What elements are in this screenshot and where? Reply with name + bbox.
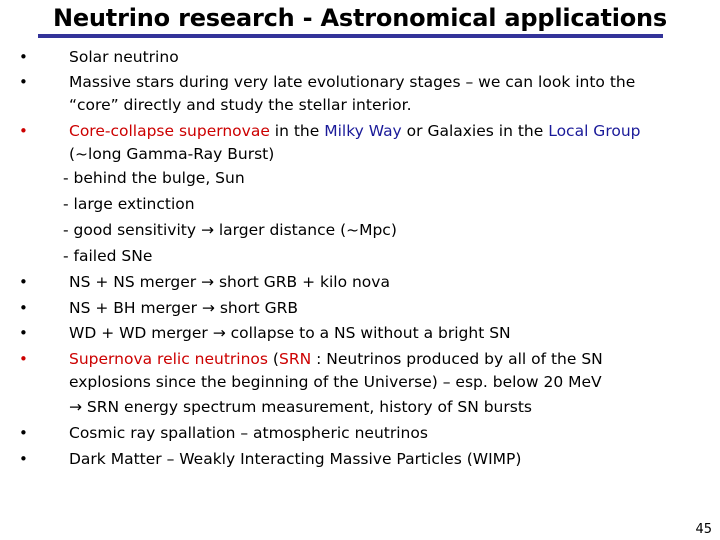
- item-solar-neutrino: Solar neutrino: [69, 48, 179, 66]
- bullet-icon: •: [19, 273, 28, 291]
- srn-highlight: Supernova relic neutrinos: [69, 350, 268, 368]
- bullet-icon: •: [19, 424, 28, 442]
- text-fragment: in the: [269, 122, 325, 140]
- text-fragment: : Neutrinos produced by all of the SN: [311, 350, 603, 368]
- item-srn-line1: [69, 349, 603, 369]
- item-ns-ns-merger: [69, 272, 390, 292]
- bullet-icon: •: [19, 450, 28, 468]
- item-dark-matter: Dark Matter – Weakly Interacting Massive Particles (WIMP): [69, 450, 522, 468]
- bullet-icon: •: [19, 122, 28, 140]
- sub-item-failed-sne: - failed SNe: [63, 247, 153, 265]
- item-wd-wd-merger: [69, 323, 511, 343]
- item-core-collapse-line2: (~long Gamma-Ray Burst): [69, 145, 275, 163]
- text-fragment: NS + NS merger: [69, 273, 202, 291]
- core-collapse-highlight: Core-collapse supernovae: [69, 122, 270, 140]
- sub-item-sensitivity: [63, 220, 397, 240]
- arrow-right-icon: →: [201, 299, 215, 317]
- text-fragment: NS + BH merger: [69, 299, 202, 317]
- milky-way-highlight: Milky Way: [324, 122, 402, 140]
- sub-item-bulge: - behind the bulge, Sun: [63, 169, 245, 187]
- arrow-right-icon: →: [201, 273, 215, 291]
- sub-item-extinction: - large extinction: [63, 195, 195, 213]
- item-cosmic-ray: Cosmic ray spallation – atmospheric neutrinos: [69, 424, 428, 442]
- arrow-right-icon: →: [69, 398, 82, 416]
- bullet-icon: •: [19, 48, 28, 66]
- item-massive-stars-line2: “core” directly and study the stellar interior.: [69, 96, 412, 114]
- text-fragment: SRN energy spectrum measurement, history of SN bursts: [82, 398, 532, 416]
- item-core-collapse-line1: [69, 121, 641, 141]
- text-fragment: larger distance (~Mpc): [213, 221, 397, 239]
- text-fragment: or Galaxies in the: [401, 122, 549, 140]
- item-ns-bh-merger: [69, 298, 298, 318]
- slide-title: Neutrino research - Astronomical applications: [52, 4, 668, 32]
- item-massive-stars-line1: Massive stars during very late evolutionary stages – we can look into the: [69, 73, 636, 91]
- local-group-highlight: Local Group: [548, 122, 641, 140]
- arrow-right-icon: →: [200, 221, 214, 239]
- text-fragment: short GRB: [214, 299, 299, 317]
- text-fragment: - good sensitivity: [63, 221, 201, 239]
- text-fragment: WD + WD merger: [69, 324, 213, 342]
- arrow-right-icon: →: [212, 324, 226, 342]
- bullet-icon: •: [19, 73, 28, 91]
- page-number: 45: [695, 522, 712, 537]
- srn-abbr-highlight: SRN: [278, 350, 312, 368]
- bullet-icon: •: [19, 350, 28, 368]
- text-fragment: collapse to a NS without a bright SN: [225, 324, 511, 342]
- bullet-icon: •: [19, 324, 28, 342]
- text-fragment: short GRB + kilo nova: [214, 273, 390, 291]
- text-fragment: (: [268, 350, 279, 368]
- item-srn-line2: explosions since the beginning of the Universe) – esp. below 20 MeV: [69, 373, 602, 391]
- item-srn-line3: [69, 397, 532, 417]
- bullet-icon: •: [19, 299, 28, 317]
